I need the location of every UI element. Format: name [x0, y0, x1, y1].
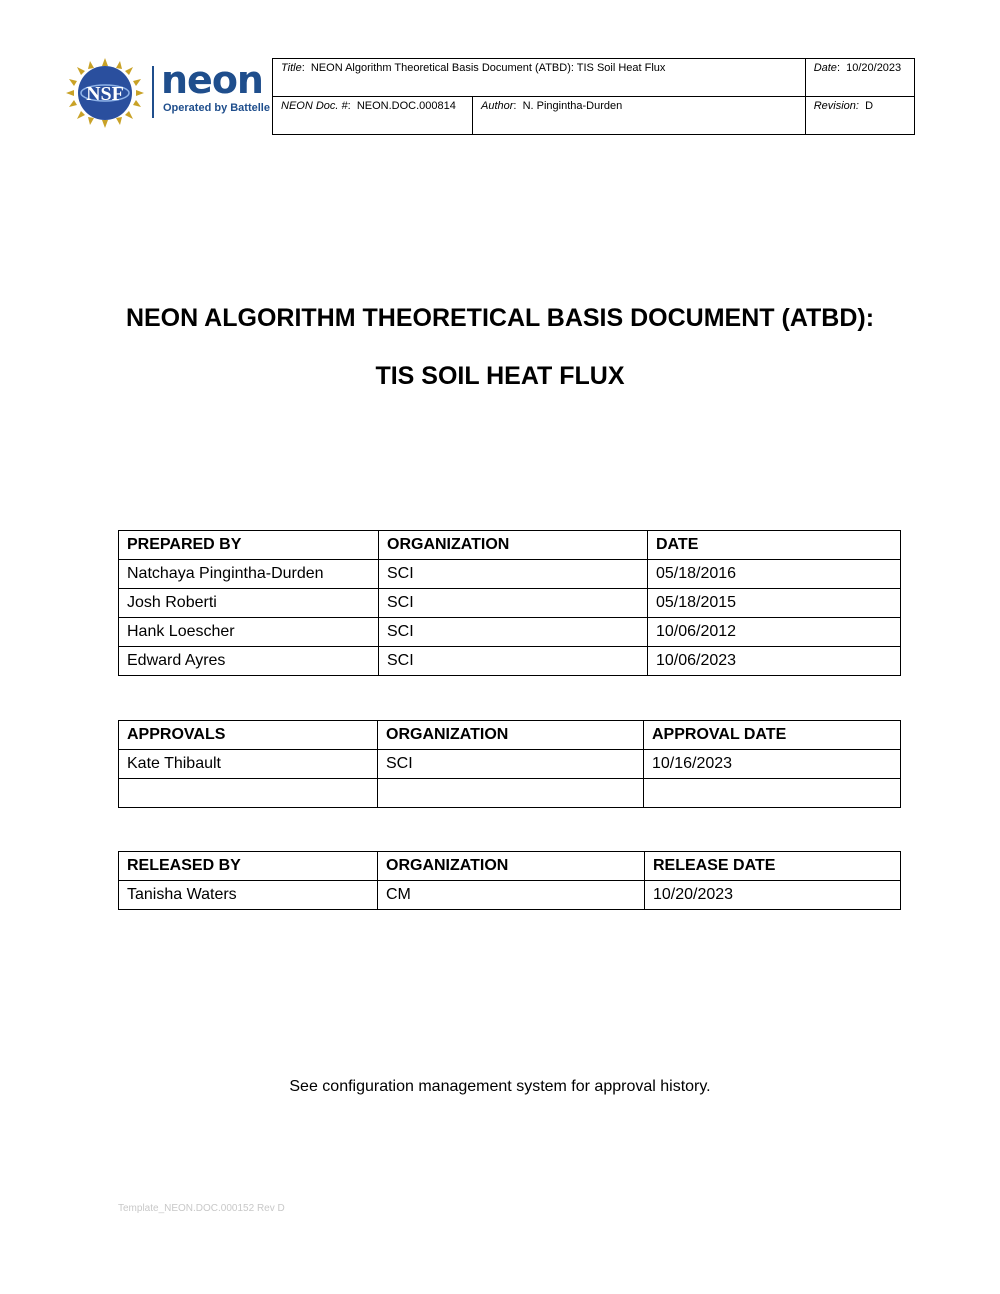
- preparer-organization: SCI: [379, 618, 648, 647]
- table-row: [119, 647, 901, 676]
- column-header: DATE: [648, 531, 901, 560]
- template-footer: Template_NEON.DOC.000152 Rev D: [118, 1203, 285, 1214]
- header-doc-number-value: NEON.DOC.000814: [356, 100, 456, 112]
- column-header: ORGANIZATION: [378, 721, 644, 750]
- preparer-name: Hank Loescher: [119, 618, 379, 647]
- releaser-name: Tanisha Waters: [119, 881, 378, 910]
- neon-wordmark: neon: [161, 58, 263, 102]
- table-row: [119, 881, 901, 910]
- preparer-name: Edward Ayres: [119, 647, 379, 676]
- header-author-cell: Author: N. Pingintha-Durden: [473, 97, 806, 135]
- header-date-cell: Date: 10/20/2023: [805, 59, 914, 97]
- preparer-date: 05/18/2015: [648, 589, 901, 618]
- table-row: [119, 779, 901, 808]
- preparer-name: Natchaya Pingintha-Durden: [119, 560, 379, 589]
- table-row: [119, 560, 901, 589]
- table-row: [119, 589, 901, 618]
- document-title-line-2: TIS SOIL HEAT FLUX: [375, 362, 625, 390]
- table-header-row: [119, 721, 901, 750]
- configuration-note: See configuration management system for approval history.: [289, 1078, 711, 1095]
- header-author-value: N. Pingintha-Durden: [522, 100, 623, 112]
- table-row: [119, 618, 901, 647]
- nsf-seal-icon: [66, 58, 144, 128]
- releaser-organization: CM: [378, 881, 645, 910]
- table-header-row: [119, 531, 901, 560]
- preparer-date: 10/06/2023: [648, 647, 901, 676]
- released-by-table: [118, 851, 901, 910]
- preparer-organization: SCI: [379, 589, 648, 618]
- column-header: ORGANIZATION: [378, 852, 645, 881]
- preparer-date: 10/06/2012: [648, 618, 901, 647]
- preparer-date: 05/18/2016: [648, 560, 901, 589]
- column-header: PREPARED BY: [119, 531, 379, 560]
- header-revision-cell: Revision: D: [805, 97, 914, 135]
- column-header: APPROVALS: [119, 721, 378, 750]
- column-header: RELEASED BY: [119, 852, 378, 881]
- table-header-row: [119, 852, 901, 881]
- approval-date: 10/16/2023: [644, 750, 901, 779]
- preparer-organization: SCI: [379, 647, 648, 676]
- approver-name: Kate Thibault: [119, 750, 378, 779]
- header-date-value: 10/20/2023: [846, 62, 902, 74]
- header-title-cell: Title: NEON Algorithm Theoretical Basis Document (ATBD): TIS Soil Heat Flux: [273, 59, 806, 97]
- header-doc-number-cell: NEON Doc. #: NEON.DOC.000814: [273, 97, 473, 135]
- neon-nsf-logo: [66, 56, 272, 130]
- preparer-organization: SCI: [379, 560, 648, 589]
- approver-organization: [378, 779, 644, 808]
- column-header: RELEASE DATE: [645, 852, 901, 881]
- document-title-line-1: NEON ALGORITHM THEORETICAL BASIS DOCUMENT (ATBD):: [125, 304, 875, 332]
- svg-text:NSF: NSF: [86, 83, 124, 105]
- preparer-name: Josh Roberti: [119, 589, 379, 618]
- header-title-value: NEON Algorithm Theoretical Basis Document (ATBD): TIS Soil Heat Flux: [310, 62, 666, 74]
- approver-organization: SCI: [378, 750, 644, 779]
- document-header-table: [272, 58, 915, 135]
- release-date: 10/20/2023: [645, 881, 901, 910]
- table-row: [119, 750, 901, 779]
- approver-name: [119, 779, 378, 808]
- neon-operated-by: Operated by Battelle: [163, 102, 270, 114]
- column-header: APPROVAL DATE: [644, 721, 901, 750]
- logo-divider: [152, 66, 154, 118]
- approval-date: [644, 779, 901, 808]
- header-revision-value: D: [865, 100, 874, 112]
- approvals-table: [118, 720, 901, 808]
- column-header: ORGANIZATION: [379, 531, 648, 560]
- prepared-by-table: [118, 530, 901, 676]
